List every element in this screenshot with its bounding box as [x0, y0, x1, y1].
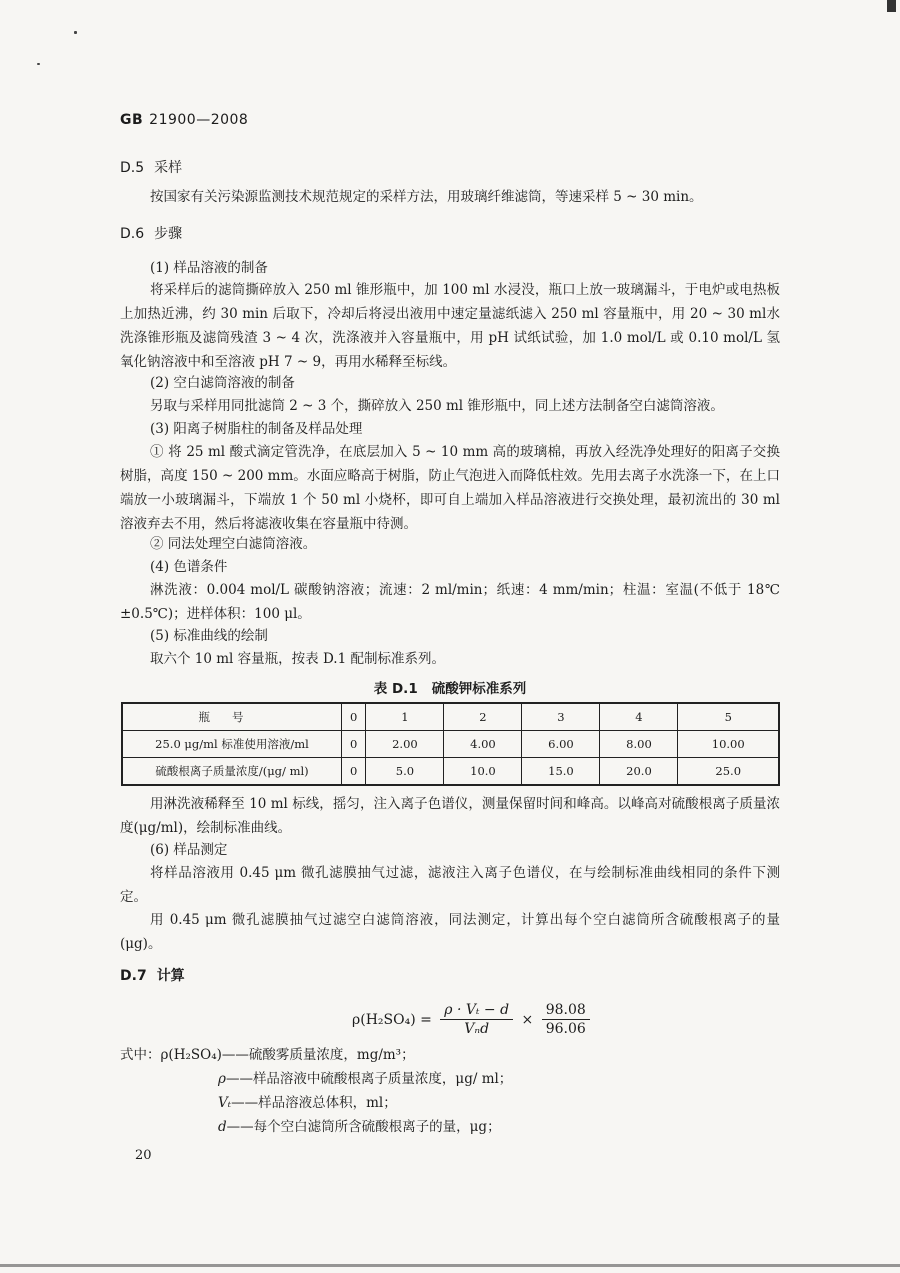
table-header-cell: 瓶号	[122, 703, 342, 731]
section-number: D.6	[120, 226, 145, 242]
section-d5-text: 按国家有关污染源监测技术规范规定的采样方法，用玻璃纤维滤筒，等速采样 5 ~ 30 min。	[150, 189, 703, 205]
table-row	[122, 731, 779, 758]
table-header-cell: 3	[522, 703, 600, 731]
table-cell: 6.00	[522, 731, 600, 758]
where-intro: 式中：	[120, 1047, 161, 1063]
table-cell: 硫酸根离子质量浓度/(μg/ ml)	[122, 758, 342, 786]
section-title: 步骤	[154, 226, 183, 242]
formula-denominator: Vₙd	[464, 1021, 490, 1037]
subsection-6-title: (6) 样品测定	[150, 842, 228, 858]
table-header-cell: 4	[600, 703, 678, 731]
table-number: 表 D.1	[373, 681, 418, 697]
formula-fraction-ratio	[542, 1002, 590, 1037]
table-cell: 4.00	[444, 731, 522, 758]
where-item	[120, 1043, 415, 1067]
section-number: D.7	[120, 968, 147, 984]
where-description: ——硫酸雾质量浓度，mg/m³；	[221, 1047, 415, 1063]
table-header-cell: 5	[678, 703, 779, 731]
scan-speck	[37, 63, 40, 65]
subsection-6-text2: 用 0.45 μm 微孔滤膜抽气过滤空白滤筒溶液，同法测定，计算出每个空白滤筒所含硫酸根离子的量(μg)。	[120, 912, 780, 952]
table-row	[122, 758, 779, 786]
formula-lhs: ρ(H₂SO₄) =	[352, 1011, 432, 1028]
where-description: ——样品溶液中硫酸根离子质量浓度，μg/ ml；	[225, 1071, 513, 1087]
subsection-2-text: 另取与采样用同批滤筒 2 ~ 3 个，撕碎放入 250 ml 锥形瓶中，同上述方法制备空白滤筒溶液。	[150, 398, 724, 414]
where-description: ——样品溶液总体积，ml；	[231, 1095, 397, 1111]
subsection-3-step2: ② 同法处理空白滤筒溶液。	[150, 536, 317, 552]
table-cell: 10.0	[444, 758, 522, 786]
table-cell: 8.00	[600, 731, 678, 758]
subsection-3-title: (3) 阳离子树脂柱的制备及样品处理	[150, 421, 363, 437]
table-header-cell: 1	[366, 703, 444, 731]
table-cell: 20.0	[600, 758, 678, 786]
table-cell: 10.00	[678, 731, 779, 758]
subsection-5-title: (5) 标准曲线的绘制	[150, 628, 268, 644]
section-title: 采样	[154, 160, 183, 176]
formula-numerator: 98.08	[542, 1002, 590, 1020]
after-table-text: 用淋洗液稀释至 10 ml 标线，摇匀，注入离子色谱仪，测量保留时间和峰高。以峰高对硫酸根离子质量浓度(μg/ml)，绘制标准曲线。	[120, 796, 780, 836]
subsection-2-title: (2) 空白滤筒溶液的制备	[150, 375, 295, 391]
table-caption	[120, 677, 780, 697]
scan-speck	[74, 31, 77, 34]
table-header-row	[122, 703, 779, 731]
standard-header	[120, 112, 248, 128]
section-title: 计算	[156, 968, 185, 984]
table-cell: 25.0	[678, 758, 779, 786]
page-number: 20	[135, 1148, 152, 1163]
section-number: D.5	[120, 160, 145, 176]
where-symbol: d	[218, 1119, 227, 1135]
standard-series-table	[121, 702, 780, 786]
scan-edge-line	[0, 1264, 900, 1267]
section-d7-heading	[120, 965, 185, 985]
formula-numerator: ρ · Vₜ − d	[440, 1002, 513, 1020]
table-cell: 2.00	[366, 731, 444, 758]
table-title: 硫酸钾标准系列	[431, 681, 527, 697]
where-symbol: ρ(H₂SO₄)	[160, 1047, 222, 1063]
table-cell: 0	[342, 758, 366, 786]
standard-number: 21900—2008	[149, 112, 249, 128]
formula-denominator: 96.06	[545, 1021, 586, 1037]
where-item	[218, 1115, 501, 1139]
where-item	[218, 1067, 512, 1091]
table-cell: 15.0	[522, 758, 600, 786]
subsection-4-title: (4) 色谱条件	[150, 559, 228, 575]
section-d5-heading	[120, 157, 182, 177]
where-item	[218, 1091, 397, 1115]
standard-code: GB	[120, 112, 144, 128]
subsection-5-text: 取六个 10 ml 容量瓶，按表 D.1 配制标准系列。	[150, 651, 445, 667]
section-d6-heading	[120, 223, 182, 243]
where-symbol: ρ	[218, 1071, 226, 1087]
table-cell: 5.0	[366, 758, 444, 786]
subsection-6-text1: 将样品溶液用 0.45 μm 微孔滤膜抽气过滤，滤液注入离子色谱仪，在与绘制标准曲线相同的条件下测定。	[120, 865, 780, 905]
table-cell: 25.0 μg/ml 标准使用溶液/ml	[122, 731, 342, 758]
table-header-cell: 2	[444, 703, 522, 731]
where-description: ——每个空白滤筒所含硫酸根离子的量，μg；	[226, 1119, 501, 1135]
where-symbol: Vₜ	[218, 1095, 232, 1111]
subsection-1-title: (1) 样品溶液的制备	[150, 260, 268, 276]
subsection-4-text: 淋洗液：0.004 mol/L 碳酸钠溶液；流速：2 ml/min；纸速：4 mm/min；柱温：室温(不低于 18℃ ±0.5℃)；进样体积：100 μl。	[120, 582, 780, 622]
subsection-1-text: 将采样后的滤筒撕碎放入 250 ml 锥形瓶中，加 100 ml 水浸没，瓶口上放一玻璃漏斗，于电炉或电热板上加热近沸，约 30 min 后取下，冷却后将浸出液用中速定量滤纸滤入 250 ml 容量瓶中，用 20 ~ 30 ml水洗涤锥形瓶及滤筒残渣 3 ~ 4 次，洗涤液并入容量瓶中，用 pH 试纸试验，加 1.0 mol/L 或 0.10 mol/L 氢氧化钠溶液中和至溶液 pH 7 ~ 9，再用水稀释至标线。	[120, 282, 780, 370]
formula-times: ×	[521, 1011, 534, 1028]
formula-fraction-main	[440, 1002, 513, 1037]
sulfuric-acid-formula	[352, 1002, 594, 1037]
table-cell: 0	[342, 731, 366, 758]
scan-corner-mark	[887, 0, 896, 12]
table-header-cell: 0	[342, 703, 366, 731]
subsection-3-step1: ① 将 25 ml 酸式滴定管洗净，在底层加入 5 ~ 10 mm 高的玻璃棉，再放入经洗净处理好的阳离子交换树脂，高度 150 ~ 200 mm。水面应略高于树脂，防止气泡进入而降低柱效。先用去离子水洗涤一下，在上口端放一小玻璃漏斗，下端放 1 个 50 ml 小烧杯，即可自上端加入样品溶液进行交换处理，最初流出的 30 ml 溶液弃去不用，然后将滤液收集在容量瓶中待测。	[120, 444, 780, 532]
